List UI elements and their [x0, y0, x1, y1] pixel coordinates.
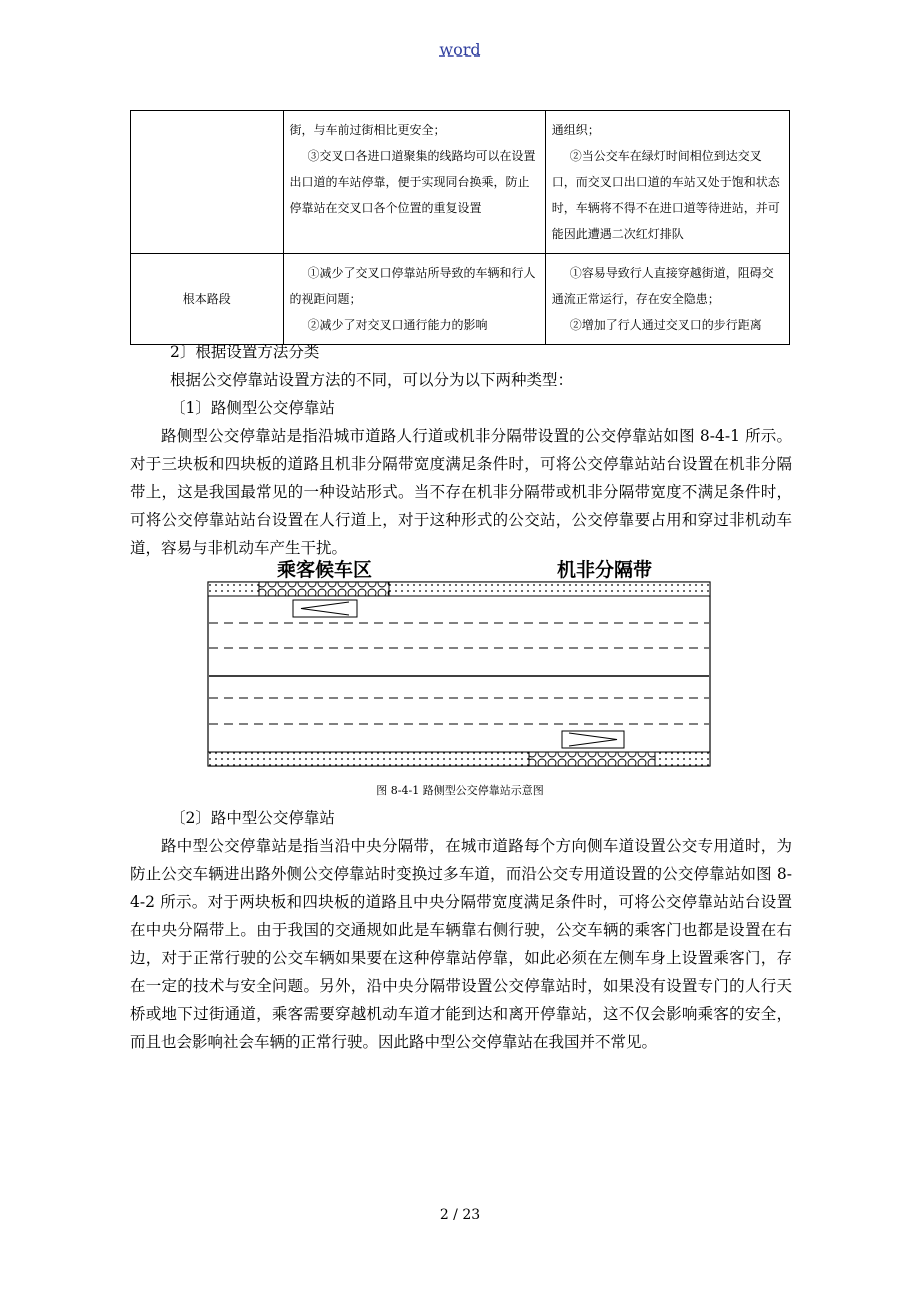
road-diagram: [207, 558, 711, 768]
subheading-median: 〔2〕路中型公交停靠站: [170, 809, 335, 827]
table-row: [131, 111, 790, 254]
figure-caption: 图 8-4-1 路侧型公交停靠站示意图: [376, 784, 544, 797]
cell-text: ②当公交车在绿灯时间相位到达交叉口，而交叉口出口道的车站又处于饱和状态时，车辆将不得不在进口道等待进站，并可能因此遭遇二次红灯排队: [551, 149, 780, 241]
cell-text: ②增加了行人通过交叉口的步行距离: [569, 318, 762, 332]
page-number: 2 / 23: [439, 1207, 481, 1223]
cell-text: 通组织；: [551, 123, 600, 137]
table-row: [131, 254, 790, 345]
road-outline: [208, 582, 710, 766]
waiting-area-bottom: [529, 752, 655, 766]
table-cell-disadvantages: [545, 254, 789, 345]
section-heading: 2〕根据设置方法分类: [170, 343, 320, 361]
table-cell-label: 根本路段: [131, 254, 284, 345]
cell-text: 街，与车前过街相比更安全；: [289, 123, 446, 137]
label-waiting-area: 乘客候车区: [277, 559, 373, 581]
subheading-roadside: 〔1〕路侧型公交停靠站: [170, 399, 335, 417]
table-cell-label: [131, 111, 284, 254]
cell-text: ②减少了对交叉口通行能力的影响: [307, 318, 488, 332]
intro-text: 根据公交停靠站设置方法的不同，可以分为以下两种类型：: [170, 371, 574, 389]
cell-text: ③交叉口各进口道聚集的线路均可以在设置出口道的车站停靠，便于实现同台换乘，防止停靠站在交叉口各个位置的重复设置: [289, 149, 536, 215]
paragraph-median: 路中型公交停靠站是指当沿中央分隔带，在城市道路每个方向侧车道设置公交专用道时，为防止公交车辆进出路外侧公交停靠站时变换过多车道，而沿公交专用道设置的公交停靠站如图 8-4-2 所示。对于两块板和四块板的道路且中央分隔带宽度满足条件时，可将公交停靠站站台设置在中央分隔带上。由于我国的交通规如此是车辆靠右侧行驶，公交车辆的乘客门也都是设置在右边，对于正常行驶的公交车辆如果要在这种停靠站停靠，如此必须在左侧车身上设置乘客门，存在一定的技术与安全问题。另外，沿中央分隔带设置公交停靠站时，如果没有设置专门的人行天桥或地下过街通道，乘客需要穿越机动车道才能到达和离开停靠站，这不仅会影响乘客的安全，而且也会影响社会车辆的正常行驶。因此路中型公交停靠站在我国并不常见。: [130, 837, 792, 1051]
paragraph-roadside: 路侧型公交停靠站是指沿城市道路人行道或机非分隔带设置的公交停靠站如图 8-4-1 所示。对于三块板和四块板的道路且机非分隔带宽度满足条件时，可将公交停靠站站台设置在机非分隔带上，这是我国最常见的一种设站形式。当不存在机非分隔带或机非分隔带宽度不满足条件时，可将公交停靠站站台设置在人行道上，对于这种形式的公交站，公交停靠要占用和穿过非机动车道，容易与非机动车产生干扰。: [130, 427, 792, 557]
table-cell-disadvantages: [545, 111, 789, 254]
cell-text: ①容易导致行人直接穿越街道，阻碍交通流正常运行，存在安全隐患；: [551, 266, 774, 306]
header-link[interactable]: word: [439, 40, 481, 59]
table-cell-advantages: [283, 254, 545, 345]
label-divider: 机非分隔带: [557, 559, 653, 581]
comparison-table: [130, 110, 790, 345]
cell-text: ①减少了交叉口停靠站所导致的车辆和行人的视距问题；: [289, 266, 536, 306]
table-cell-advantages: [283, 111, 545, 254]
figure-roadside-stop: [207, 558, 711, 768]
waiting-area-top: [259, 582, 389, 596]
